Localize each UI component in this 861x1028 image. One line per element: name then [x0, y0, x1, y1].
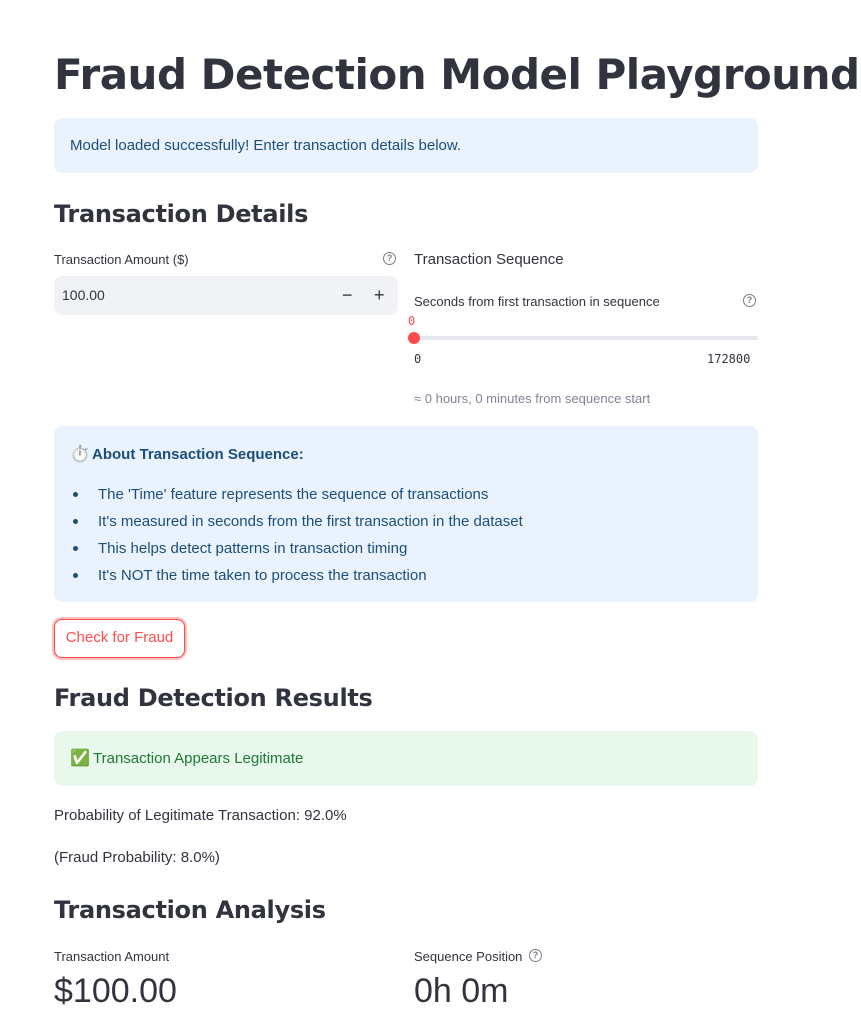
slider-thumb[interactable] — [408, 332, 420, 344]
about-list — [54, 481, 523, 589]
model-loaded-message: Model loaded successfully! Enter transaction details below. — [70, 137, 462, 154]
check-mark-button-icon: ✅ — [70, 750, 90, 767]
slider-current-value: 0 — [408, 314, 416, 328]
legitimate-status-text: Transaction Appears Legitimate — [93, 750, 304, 767]
sequence-heading: Transaction Sequence — [414, 251, 564, 268]
about-list-item: It's NOT the time taken to process the transaction — [54, 562, 523, 589]
slider-help-icon[interactable]: ? — [743, 294, 756, 307]
sequence-position-help-icon[interactable]: ? — [529, 949, 542, 962]
metric-amount-value: $100.00 — [54, 972, 177, 1010]
amount-label: Transaction Amount ($) — [54, 252, 189, 267]
about-list-item: It's measured in seconds from the first transaction in the dataset — [54, 508, 523, 535]
metric-sequence-label: Sequence Position — [414, 949, 523, 964]
check-for-fraud-button[interactable]: Check for Fraud — [54, 619, 185, 658]
about-sequence-box — [54, 426, 758, 602]
amount-number-input[interactable] — [54, 276, 398, 315]
legit-probability-text: Probability of Legitimate Transaction: 92.0% — [54, 807, 347, 824]
slider-max-label: 172800 — [707, 352, 751, 366]
metric-sequence-value: 0h 0m — [414, 972, 509, 1010]
model-loaded-alert — [54, 118, 758, 173]
decrement-button[interactable]: − — [342, 285, 353, 305]
results-heading: Fraud Detection Results — [54, 684, 373, 712]
about-title: About Transaction Sequence: — [92, 446, 304, 463]
fraud-probability-text: (Fraud Probability: 8.0%) — [54, 849, 220, 866]
about-list-item: This helps detect patterns in transaction timing — [54, 535, 523, 562]
sequence-caption: ≈ 0 hours, 0 minutes from sequence start — [414, 391, 651, 406]
legitimate-alert — [54, 731, 758, 786]
stopwatch-icon: ⏱️ — [70, 446, 90, 463]
page-title: Fraud Detection Model Playground — [54, 50, 860, 99]
amount-input-value[interactable]: 100.00 — [62, 287, 105, 303]
increment-button[interactable]: + — [374, 285, 385, 305]
metric-amount-label: Transaction Amount — [54, 949, 170, 964]
amount-help-icon[interactable]: ? — [383, 252, 396, 265]
analysis-heading: Transaction Analysis — [54, 896, 326, 924]
slider-label: Seconds from first transaction in sequence — [414, 294, 660, 309]
slider-track[interactable] — [414, 336, 758, 340]
slider-min-label: 0 — [414, 352, 422, 366]
about-list-item: The 'Time' feature represents the sequence of transactions — [54, 481, 523, 508]
transaction-details-heading: Transaction Details — [54, 200, 309, 228]
